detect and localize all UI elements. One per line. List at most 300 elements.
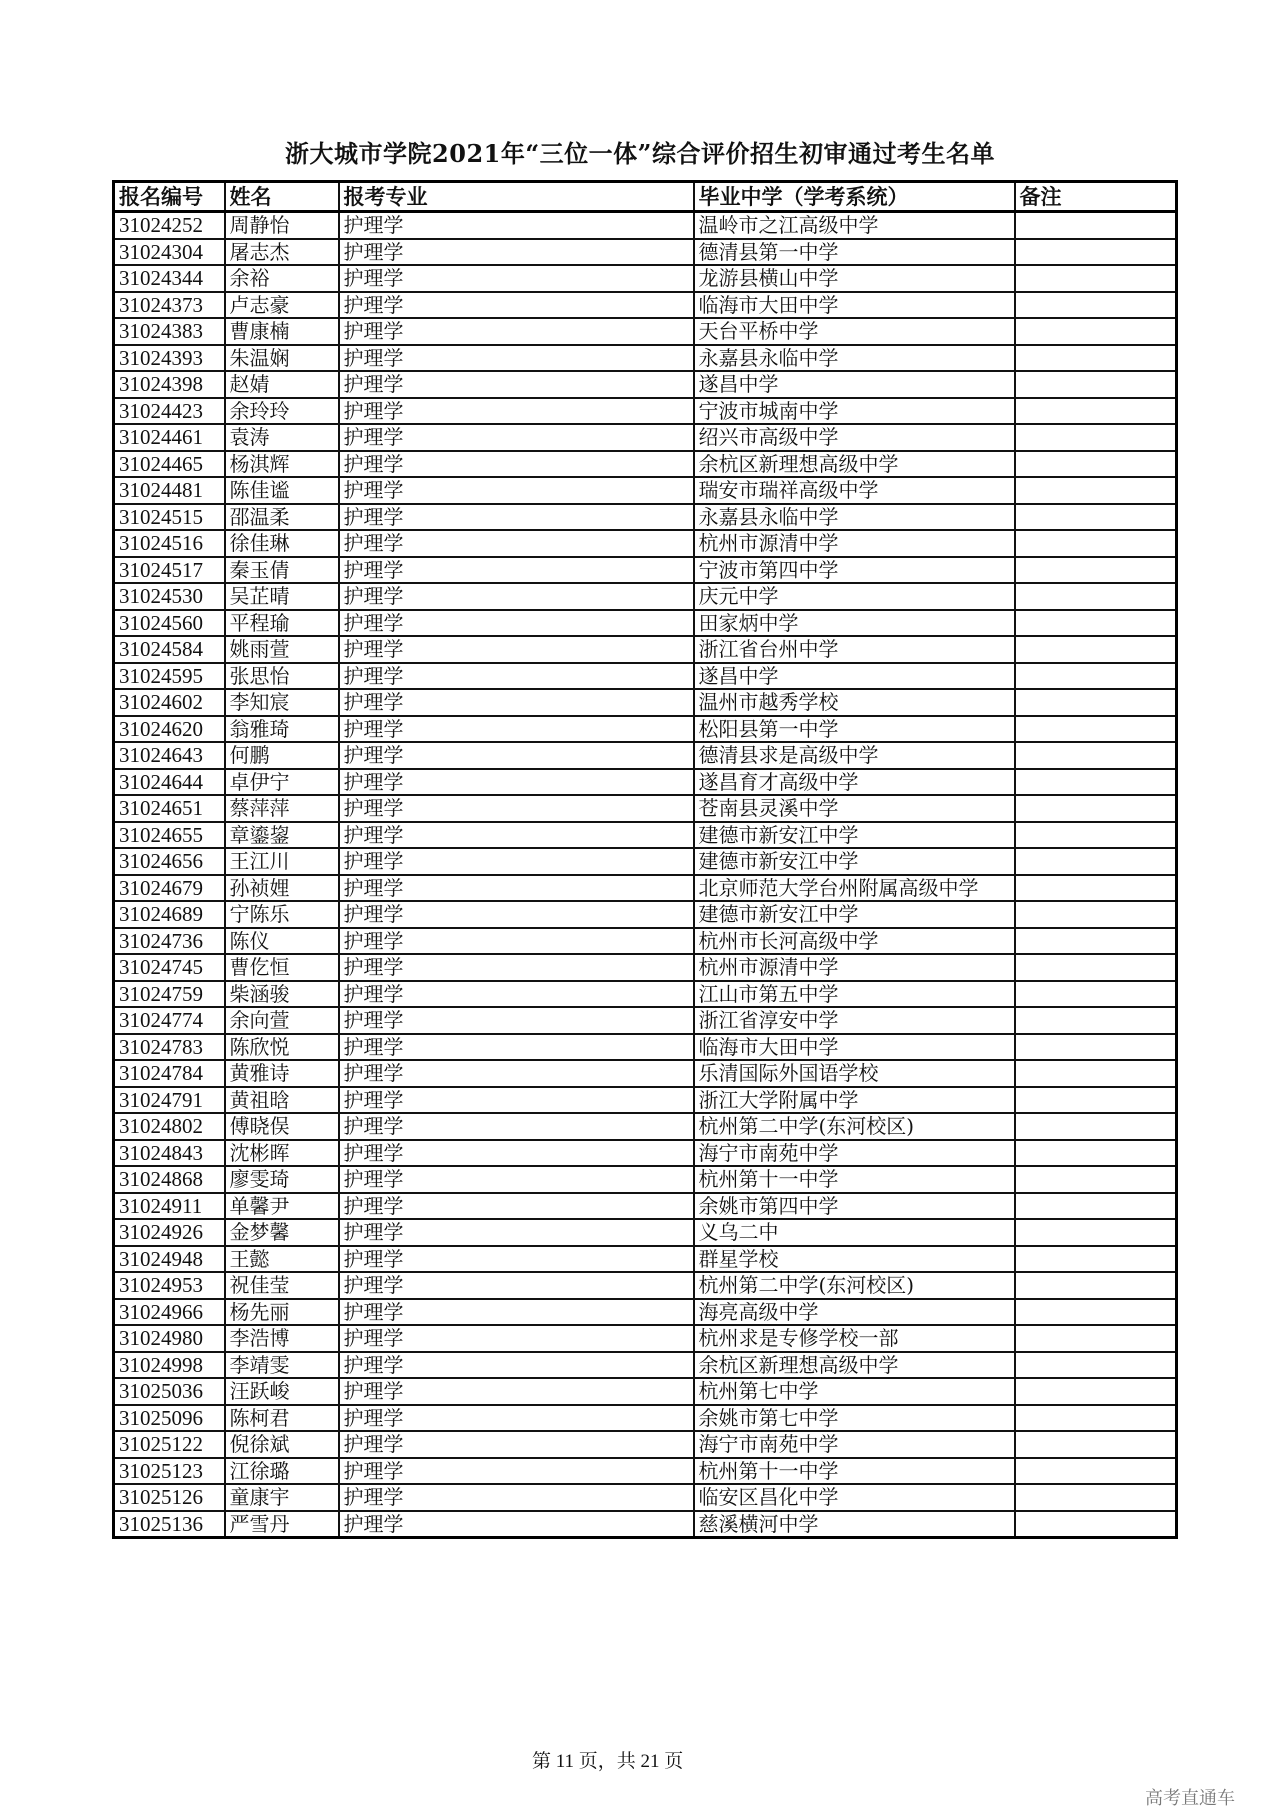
cell-remarks [1015, 265, 1177, 292]
cell-school: 江山市第五中学 [694, 981, 1015, 1008]
cell-name: 袁涛 [225, 424, 339, 451]
cell-remarks [1015, 557, 1177, 584]
cell-registration-id: 31024980 [114, 1325, 225, 1352]
cell-school: 德清县第一中学 [694, 239, 1015, 266]
cell-name: 余裕 [225, 265, 339, 292]
cell-school: 温州市越秀学校 [694, 689, 1015, 716]
cell-name: 赵婧 [225, 371, 339, 398]
cell-remarks [1015, 1193, 1177, 1220]
cell-name: 余向萱 [225, 1007, 339, 1034]
cell-major: 护理学 [339, 1405, 694, 1432]
cell-school: 杭州求是专修学校一部 [694, 1325, 1015, 1352]
cell-name: 童康宇 [225, 1484, 339, 1511]
cell-registration-id: 31024679 [114, 875, 225, 902]
candidate-table [112, 180, 1178, 1539]
cell-registration-id: 31024966 [114, 1299, 225, 1326]
table-row [114, 795, 1177, 822]
cell-major: 护理学 [339, 1113, 694, 1140]
table-row [114, 1299, 1177, 1326]
table-row [114, 1113, 1177, 1140]
cell-school: 宁波市第四中学 [694, 557, 1015, 584]
cell-remarks [1015, 1140, 1177, 1167]
cell-registration-id: 31024620 [114, 716, 225, 743]
cell-registration-id: 31024584 [114, 636, 225, 663]
cell-name: 王江川 [225, 848, 339, 875]
cell-school: 温岭市之江高级中学 [694, 212, 1015, 239]
cell-major: 护理学 [339, 212, 694, 239]
cell-school: 浙江省台州中学 [694, 636, 1015, 663]
cell-name: 陈柯君 [225, 1405, 339, 1432]
cell-major: 护理学 [339, 1246, 694, 1273]
table-row [114, 716, 1177, 743]
cell-registration-id: 31024461 [114, 424, 225, 451]
cell-remarks [1015, 1272, 1177, 1299]
cell-remarks [1015, 1325, 1177, 1352]
cell-school: 杭州市源清中学 [694, 954, 1015, 981]
cell-major: 护理学 [339, 769, 694, 796]
cell-school: 杭州市源清中学 [694, 530, 1015, 557]
cell-name: 卓伊宁 [225, 769, 339, 796]
cell-name: 汪跃峻 [225, 1378, 339, 1405]
table-row [114, 1484, 1177, 1511]
cell-school: 松阳县第一中学 [694, 716, 1015, 743]
cell-major: 护理学 [339, 1325, 694, 1352]
table-row [114, 848, 1177, 875]
cell-major: 护理学 [339, 1060, 694, 1087]
cell-school: 余姚市第四中学 [694, 1193, 1015, 1220]
cell-remarks [1015, 1219, 1177, 1246]
cell-remarks [1015, 848, 1177, 875]
cell-school: 杭州第十一中学 [694, 1458, 1015, 1485]
cell-remarks [1015, 318, 1177, 345]
cell-registration-id: 31024868 [114, 1166, 225, 1193]
header-remarks: 备注 [1015, 182, 1177, 212]
cell-remarks [1015, 689, 1177, 716]
cell-major: 护理学 [339, 292, 694, 319]
cell-remarks [1015, 1405, 1177, 1432]
cell-school: 群星学校 [694, 1246, 1015, 1273]
cell-registration-id: 31025123 [114, 1458, 225, 1485]
cell-remarks [1015, 928, 1177, 955]
cell-major: 护理学 [339, 928, 694, 955]
cell-school: 海宁市南苑中学 [694, 1431, 1015, 1458]
cell-school: 天台平桥中学 [694, 318, 1015, 345]
cell-remarks [1015, 610, 1177, 637]
cell-registration-id: 31024344 [114, 265, 225, 292]
cell-name: 曹康楠 [225, 318, 339, 345]
table-row [114, 477, 1177, 504]
cell-registration-id: 31025122 [114, 1431, 225, 1458]
cell-school: 余杭区新理想高级中学 [694, 451, 1015, 478]
cell-major: 护理学 [339, 1511, 694, 1538]
cell-name: 黄祖晗 [225, 1087, 339, 1114]
cell-registration-id: 31024911 [114, 1193, 225, 1220]
cell-registration-id: 31024398 [114, 371, 225, 398]
cell-major: 护理学 [339, 1431, 694, 1458]
cell-major: 护理学 [339, 265, 694, 292]
table-row [114, 239, 1177, 266]
cell-remarks [1015, 1352, 1177, 1379]
table-row [114, 504, 1177, 531]
cell-name: 祝佳莹 [225, 1272, 339, 1299]
cell-name: 金梦馨 [225, 1219, 339, 1246]
table-row [114, 1060, 1177, 1087]
table-row [114, 742, 1177, 769]
cell-school: 海宁市南苑中学 [694, 1140, 1015, 1167]
table-row [114, 1007, 1177, 1034]
cell-major: 护理学 [339, 477, 694, 504]
cell-remarks [1015, 1060, 1177, 1087]
table-row [114, 371, 1177, 398]
cell-remarks [1015, 822, 1177, 849]
cell-name: 何鹏 [225, 742, 339, 769]
cell-registration-id: 31024252 [114, 212, 225, 239]
cell-school: 永嘉县永临中学 [694, 504, 1015, 531]
cell-remarks [1015, 742, 1177, 769]
cell-remarks [1015, 1299, 1177, 1326]
cell-name: 平程瑜 [225, 610, 339, 637]
cell-school: 建德市新安江中学 [694, 848, 1015, 875]
cell-school: 遂昌中学 [694, 663, 1015, 690]
cell-name: 徐佳琳 [225, 530, 339, 557]
table-row [114, 212, 1177, 239]
cell-school: 杭州第二中学(东河校区) [694, 1272, 1015, 1299]
table-row [114, 689, 1177, 716]
cell-registration-id: 31024998 [114, 1352, 225, 1379]
table-row [114, 557, 1177, 584]
cell-registration-id: 31024643 [114, 742, 225, 769]
table-row [114, 981, 1177, 1008]
cell-registration-id: 31024843 [114, 1140, 225, 1167]
cell-major: 护理学 [339, 875, 694, 902]
cell-school: 杭州第二中学(东河校区) [694, 1113, 1015, 1140]
table-row [114, 1511, 1177, 1538]
cell-remarks [1015, 875, 1177, 902]
cell-remarks [1015, 424, 1177, 451]
cell-name: 杨先丽 [225, 1299, 339, 1326]
cell-school: 瑞安市瑞祥高级中学 [694, 477, 1015, 504]
cell-registration-id: 31025096 [114, 1405, 225, 1432]
table-row [114, 1166, 1177, 1193]
cell-registration-id: 31024651 [114, 795, 225, 822]
table-row [114, 1246, 1177, 1273]
cell-remarks [1015, 1113, 1177, 1140]
cell-remarks [1015, 1087, 1177, 1114]
cell-major: 护理学 [339, 1299, 694, 1326]
cell-school: 杭州市长河高级中学 [694, 928, 1015, 955]
cell-registration-id: 31024393 [114, 345, 225, 372]
cell-name: 周静怡 [225, 212, 339, 239]
cell-name: 秦玉倩 [225, 557, 339, 584]
cell-major: 护理学 [339, 610, 694, 637]
cell-major: 护理学 [339, 1034, 694, 1061]
cell-school: 义乌二中 [694, 1219, 1015, 1246]
cell-name: 柴涵骏 [225, 981, 339, 1008]
page-title: 浙大城市学院2021年“三位一体”综合评价招生初审通过考生名单 [285, 139, 995, 168]
cell-name: 孙祯娌 [225, 875, 339, 902]
cell-major: 护理学 [339, 318, 694, 345]
cell-school: 建德市新安江中学 [694, 901, 1015, 928]
cell-remarks [1015, 583, 1177, 610]
cell-name: 屠志杰 [225, 239, 339, 266]
cell-registration-id: 31025126 [114, 1484, 225, 1511]
cell-school: 杭州第十一中学 [694, 1166, 1015, 1193]
cell-registration-id: 31024784 [114, 1060, 225, 1087]
cell-name: 李浩博 [225, 1325, 339, 1352]
table-row [114, 1140, 1177, 1167]
cell-major: 护理学 [339, 1007, 694, 1034]
cell-name: 沈彬晖 [225, 1140, 339, 1167]
cell-major: 护理学 [339, 424, 694, 451]
cell-remarks [1015, 1458, 1177, 1485]
cell-name: 李靖雯 [225, 1352, 339, 1379]
cell-major: 护理学 [339, 557, 694, 584]
cell-name: 倪徐斌 [225, 1431, 339, 1458]
cell-name: 余玲玲 [225, 398, 339, 425]
table-row [114, 610, 1177, 637]
table-row [114, 663, 1177, 690]
cell-remarks [1015, 1034, 1177, 1061]
cell-remarks [1015, 530, 1177, 557]
cell-school: 杭州第七中学 [694, 1378, 1015, 1405]
cell-remarks [1015, 1007, 1177, 1034]
cell-major: 护理学 [339, 398, 694, 425]
cell-registration-id: 31024948 [114, 1246, 225, 1273]
cell-major: 护理学 [339, 1352, 694, 1379]
cell-registration-id: 31024560 [114, 610, 225, 637]
cell-school: 遂昌育才高级中学 [694, 769, 1015, 796]
cell-major: 护理学 [339, 1378, 694, 1405]
cell-registration-id: 31025036 [114, 1378, 225, 1405]
cell-name: 陈欣悦 [225, 1034, 339, 1061]
cell-major: 护理学 [339, 636, 694, 663]
cell-remarks [1015, 1484, 1177, 1511]
cell-major: 护理学 [339, 1458, 694, 1485]
table-row [114, 1352, 1177, 1379]
cell-name: 单馨尹 [225, 1193, 339, 1220]
cell-major: 护理学 [339, 981, 694, 1008]
cell-remarks [1015, 1378, 1177, 1405]
cell-registration-id: 31024656 [114, 848, 225, 875]
cell-registration-id: 31024602 [114, 689, 225, 716]
cell-major: 护理学 [339, 530, 694, 557]
table-row [114, 1034, 1177, 1061]
cell-school: 临安区昌化中学 [694, 1484, 1015, 1511]
table-row [114, 1458, 1177, 1485]
cell-name: 蔡萍萍 [225, 795, 339, 822]
cell-school: 余杭区新理想高级中学 [694, 1352, 1015, 1379]
cell-registration-id: 31024481 [114, 477, 225, 504]
cell-major: 护理学 [339, 371, 694, 398]
cell-major: 护理学 [339, 689, 694, 716]
cell-name: 邵温柔 [225, 504, 339, 531]
cell-registration-id: 31024783 [114, 1034, 225, 1061]
header-registration-id: 报名编号 [114, 182, 225, 212]
cell-school: 宁波市城南中学 [694, 398, 1015, 425]
cell-remarks [1015, 663, 1177, 690]
cell-remarks [1015, 795, 1177, 822]
cell-school: 浙江大学附属中学 [694, 1087, 1015, 1114]
table-row [114, 1219, 1177, 1246]
cell-remarks [1015, 981, 1177, 1008]
cell-major: 护理学 [339, 663, 694, 690]
cell-registration-id: 31024644 [114, 769, 225, 796]
cell-registration-id: 31024304 [114, 239, 225, 266]
table-row [114, 583, 1177, 610]
cell-name: 陈佳谧 [225, 477, 339, 504]
cell-remarks [1015, 212, 1177, 239]
cell-name: 杨淇辉 [225, 451, 339, 478]
table-body [114, 212, 1177, 1538]
cell-remarks [1015, 477, 1177, 504]
cell-registration-id: 31024373 [114, 292, 225, 319]
table-row [114, 954, 1177, 981]
cell-major: 护理学 [339, 848, 694, 875]
cell-school: 庆元中学 [694, 583, 1015, 610]
cell-registration-id: 31024595 [114, 663, 225, 690]
cell-school: 遂昌中学 [694, 371, 1015, 398]
cell-remarks [1015, 504, 1177, 531]
table-header-row [114, 182, 1177, 212]
cell-name: 王懿 [225, 1246, 339, 1273]
table-row [114, 822, 1177, 849]
table-row [114, 1325, 1177, 1352]
cell-remarks [1015, 398, 1177, 425]
cell-major: 护理学 [339, 1087, 694, 1114]
cell-name: 廖雯琦 [225, 1166, 339, 1193]
table-row [114, 769, 1177, 796]
cell-school: 田家炳中学 [694, 610, 1015, 637]
cell-school: 永嘉县永临中学 [694, 345, 1015, 372]
table-row [114, 901, 1177, 928]
header-school: 毕业中学（学考系统） [694, 182, 1015, 212]
table-row [114, 875, 1177, 902]
table-row [114, 1431, 1177, 1458]
cell-name: 黄雅诗 [225, 1060, 339, 1087]
header-name: 姓名 [225, 182, 339, 212]
cell-school: 德清县求是高级中学 [694, 742, 1015, 769]
cell-name: 陈仪 [225, 928, 339, 955]
cell-registration-id: 31024745 [114, 954, 225, 981]
cell-remarks [1015, 345, 1177, 372]
table-row [114, 292, 1177, 319]
cell-major: 护理学 [339, 451, 694, 478]
cell-major: 护理学 [339, 795, 694, 822]
cell-major: 护理学 [339, 1140, 694, 1167]
cell-registration-id: 31024655 [114, 822, 225, 849]
cell-registration-id: 31024515 [114, 504, 225, 531]
cell-name: 江徐璐 [225, 1458, 339, 1485]
cell-school: 浙江省淳安中学 [694, 1007, 1015, 1034]
cell-major: 护理学 [339, 1272, 694, 1299]
cell-registration-id: 31024530 [114, 583, 225, 610]
cell-major: 护理学 [339, 239, 694, 266]
cell-name: 曹仡恒 [225, 954, 339, 981]
cell-registration-id: 31024926 [114, 1219, 225, 1246]
cell-major: 护理学 [339, 1219, 694, 1246]
cell-remarks [1015, 636, 1177, 663]
cell-school: 绍兴市高级中学 [694, 424, 1015, 451]
cell-school: 慈溪横河中学 [694, 1511, 1015, 1538]
cell-remarks [1015, 239, 1177, 266]
cell-remarks [1015, 292, 1177, 319]
cell-remarks [1015, 1511, 1177, 1538]
cell-major: 护理学 [339, 716, 694, 743]
cell-school: 海亮高级中学 [694, 1299, 1015, 1326]
cell-remarks [1015, 769, 1177, 796]
cell-name: 姚雨萱 [225, 636, 339, 663]
cell-school: 乐清国际外国语学校 [694, 1060, 1015, 1087]
cell-registration-id: 31024774 [114, 1007, 225, 1034]
cell-registration-id: 31024802 [114, 1113, 225, 1140]
cell-registration-id: 31024689 [114, 901, 225, 928]
table-row [114, 451, 1177, 478]
table-row [114, 928, 1177, 955]
table-row [114, 398, 1177, 425]
cell-registration-id: 31024517 [114, 557, 225, 584]
table-row [114, 1405, 1177, 1432]
table-row [114, 1087, 1177, 1114]
cell-school: 建德市新安江中学 [694, 822, 1015, 849]
cell-major: 护理学 [339, 1484, 694, 1511]
cell-name: 卢志豪 [225, 292, 339, 319]
cell-remarks [1015, 451, 1177, 478]
table-row [114, 1272, 1177, 1299]
cell-major: 护理学 [339, 504, 694, 531]
cell-remarks [1015, 1166, 1177, 1193]
cell-remarks [1015, 371, 1177, 398]
cell-major: 护理学 [339, 583, 694, 610]
cell-name: 傅晓俣 [225, 1113, 339, 1140]
cell-registration-id: 31024423 [114, 398, 225, 425]
cell-remarks [1015, 1246, 1177, 1273]
header-major: 报考专业 [339, 182, 694, 212]
cell-major: 护理学 [339, 822, 694, 849]
cell-school: 苍南县灵溪中学 [694, 795, 1015, 822]
table-row [114, 318, 1177, 345]
cell-remarks [1015, 1431, 1177, 1458]
cell-registration-id: 31024516 [114, 530, 225, 557]
cell-remarks [1015, 901, 1177, 928]
watermark: 高考直通车 [1145, 1788, 1235, 1809]
cell-major: 护理学 [339, 1193, 694, 1220]
cell-name: 吴芷晴 [225, 583, 339, 610]
table-row [114, 424, 1177, 451]
cell-registration-id: 31025136 [114, 1511, 225, 1538]
cell-major: 护理学 [339, 1166, 694, 1193]
table-row [114, 345, 1177, 372]
cell-name: 翁雅琦 [225, 716, 339, 743]
cell-major: 护理学 [339, 901, 694, 928]
cell-school: 临海市大田中学 [694, 292, 1015, 319]
cell-remarks [1015, 716, 1177, 743]
cell-name: 张思怡 [225, 663, 339, 690]
cell-name: 李知宸 [225, 689, 339, 716]
cell-school: 余姚市第七中学 [694, 1405, 1015, 1432]
cell-registration-id: 31024465 [114, 451, 225, 478]
table-row [114, 1193, 1177, 1220]
cell-registration-id: 31024736 [114, 928, 225, 955]
table-row [114, 265, 1177, 292]
cell-name: 章鎏鋆 [225, 822, 339, 849]
cell-major: 护理学 [339, 742, 694, 769]
cell-school: 龙游县横山中学 [694, 265, 1015, 292]
cell-registration-id: 31024759 [114, 981, 225, 1008]
table-row [114, 1378, 1177, 1405]
cell-remarks [1015, 954, 1177, 981]
page-number: 第 11 页，共 21 页 [532, 1751, 684, 1772]
cell-name: 朱温娴 [225, 345, 339, 372]
